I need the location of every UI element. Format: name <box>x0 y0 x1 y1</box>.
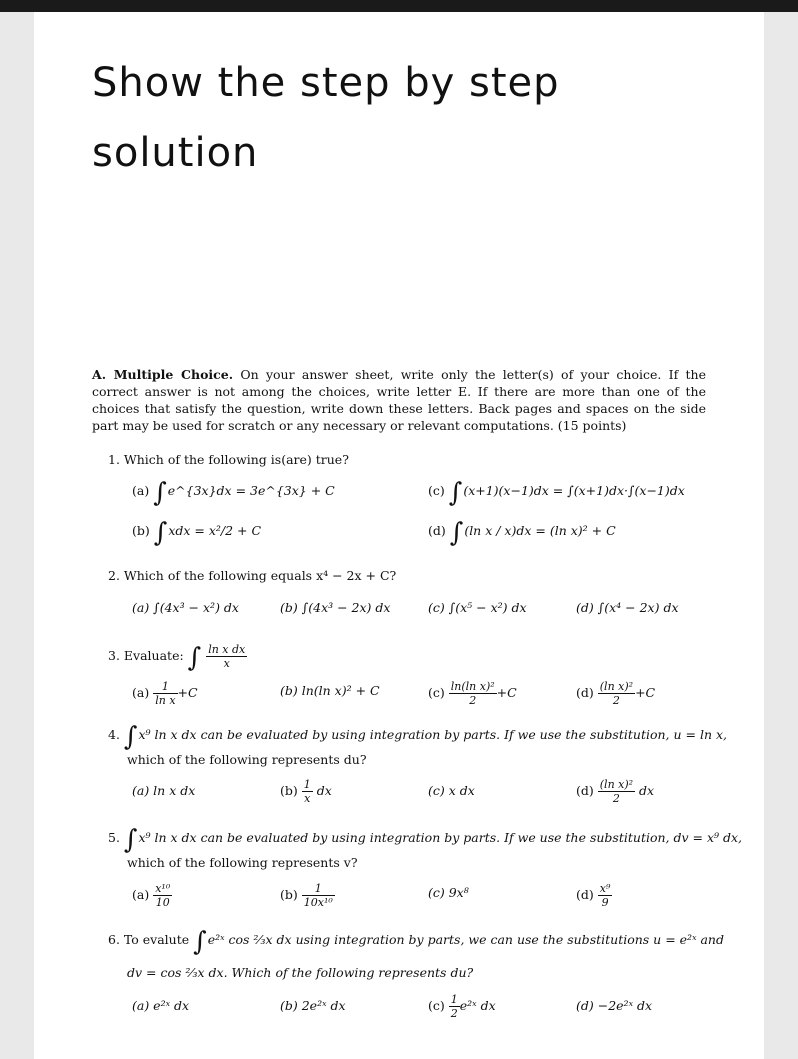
q4-option-d: (d) $\frac{\text{(ln x)²}}{2}$ dx <box>576 778 655 805</box>
q3-option-c: (c) $\frac{\text{ln(ln x)²}}{2}$ +C <box>428 680 517 707</box>
q2-option-c: (c) ∫(x⁵ − x²) dx <box>428 600 527 615</box>
question-1: 1. Which of the following is(are) true? <box>108 452 349 467</box>
q5-option-a: (a) $\frac{\text{x¹⁰}}{10}$ <box>132 882 171 909</box>
top-bar <box>0 0 798 12</box>
q3-option-a: (a) $\frac{1}{\text{ln x}}$ +C <box>132 680 198 707</box>
instructions <box>92 366 706 434</box>
q2-option-b: (b) ∫(4x³ − 2x) dx <box>280 600 391 615</box>
instructions-heading: A. Multiple Choice. <box>92 367 234 382</box>
q2-option-d: (d) ∫(x⁴ − 2x) dx <box>576 600 679 615</box>
q5-option-c: (c) 9x⁸ <box>428 885 469 900</box>
q1-option-d: (d) ∫(ln x / x)dx = (ln x)² + C <box>428 518 616 548</box>
q3-option-b: (b) ln(ln x)² + C <box>280 683 380 698</box>
question-4: 4. ∫x⁹ ln x dx can be evaluated by using integration by parts. If we use the substitution, u = ln x, <box>108 722 728 752</box>
q6-option-b: (b) 2e²ˣ dx <box>280 998 346 1013</box>
q2-option-a: (a) ∫(4x³ − x²) dx <box>132 600 239 615</box>
q4-option-c: (c) x dx <box>428 783 475 798</box>
q1-option-c: (c) ∫(x+1)(x−1)dx = ∫(x+1)dx·∫(x−1)dx <box>428 478 685 508</box>
q4-option-b: (b) $\frac{1}{x}$ dx <box>280 778 332 805</box>
q1-option-a: (a) ∫e^{3x}dx = 3e^{3x} + C <box>132 478 335 508</box>
q1-option-b: (b) ∫xdx = x²/2 + C <box>132 518 262 548</box>
instructions-body: On your answer sheet, write only the letter(s) of your choice. If the correct answer is not among the choices, write letter E. If there are more than one of the choices that satisfy the question, write down these letters. Back pages and spaces on the side part may be used for scratch or any necessary or relevant computations. (15 points) <box>92 367 706 433</box>
q6-option-c: (c) $\frac{1}{2}$ e²ˣ dx <box>428 993 496 1020</box>
handwritten-note <box>92 48 560 188</box>
q5-option-d: (d) $\frac{\text{x⁹}}{9}$ <box>576 882 611 909</box>
question-3: 3. Evaluate: ∫ $\frac{\text{ln x dx}}{x}$ <box>108 643 246 673</box>
handwritten-line-1: Show the step by step <box>92 60 560 106</box>
question-5-line-2: which of the following represents v? <box>127 855 358 870</box>
question-5: 5. ∫x⁹ ln x dx can be evaluated by using integration by parts. If we use the substitution, dv = x⁹ dx, <box>108 825 743 855</box>
handwritten-line-2: solution <box>92 130 259 176</box>
q6-option-a: (a) e²ˣ dx <box>132 998 190 1013</box>
q6-option-d: (d) −2e²ˣ dx <box>576 998 653 1013</box>
question-6: 6. To evalute ∫e²ˣ cos ⅔x dx using integration by parts, we can use the substitutions u = e²ˣ and <box>108 927 724 957</box>
q4-option-a: (a) ln x dx <box>132 783 196 798</box>
question-6-line-2: dv = cos ⅔x dx. Which of the following represents du? <box>127 965 474 980</box>
q3-integrand: $\frac{\text{ln x dx}}{x}$ <box>208 643 246 670</box>
q3-option-d: (d) $\frac{\text{(ln x)²}}{2}$ +C <box>576 680 656 707</box>
question-4-line-2: which of the following represents du? <box>127 752 367 767</box>
q5-option-b: (b) $\frac{1}{\text{10x¹⁰}}$ <box>280 882 333 909</box>
question-2: 2. Which of the following equals x⁴ − 2x + C? <box>108 568 397 583</box>
